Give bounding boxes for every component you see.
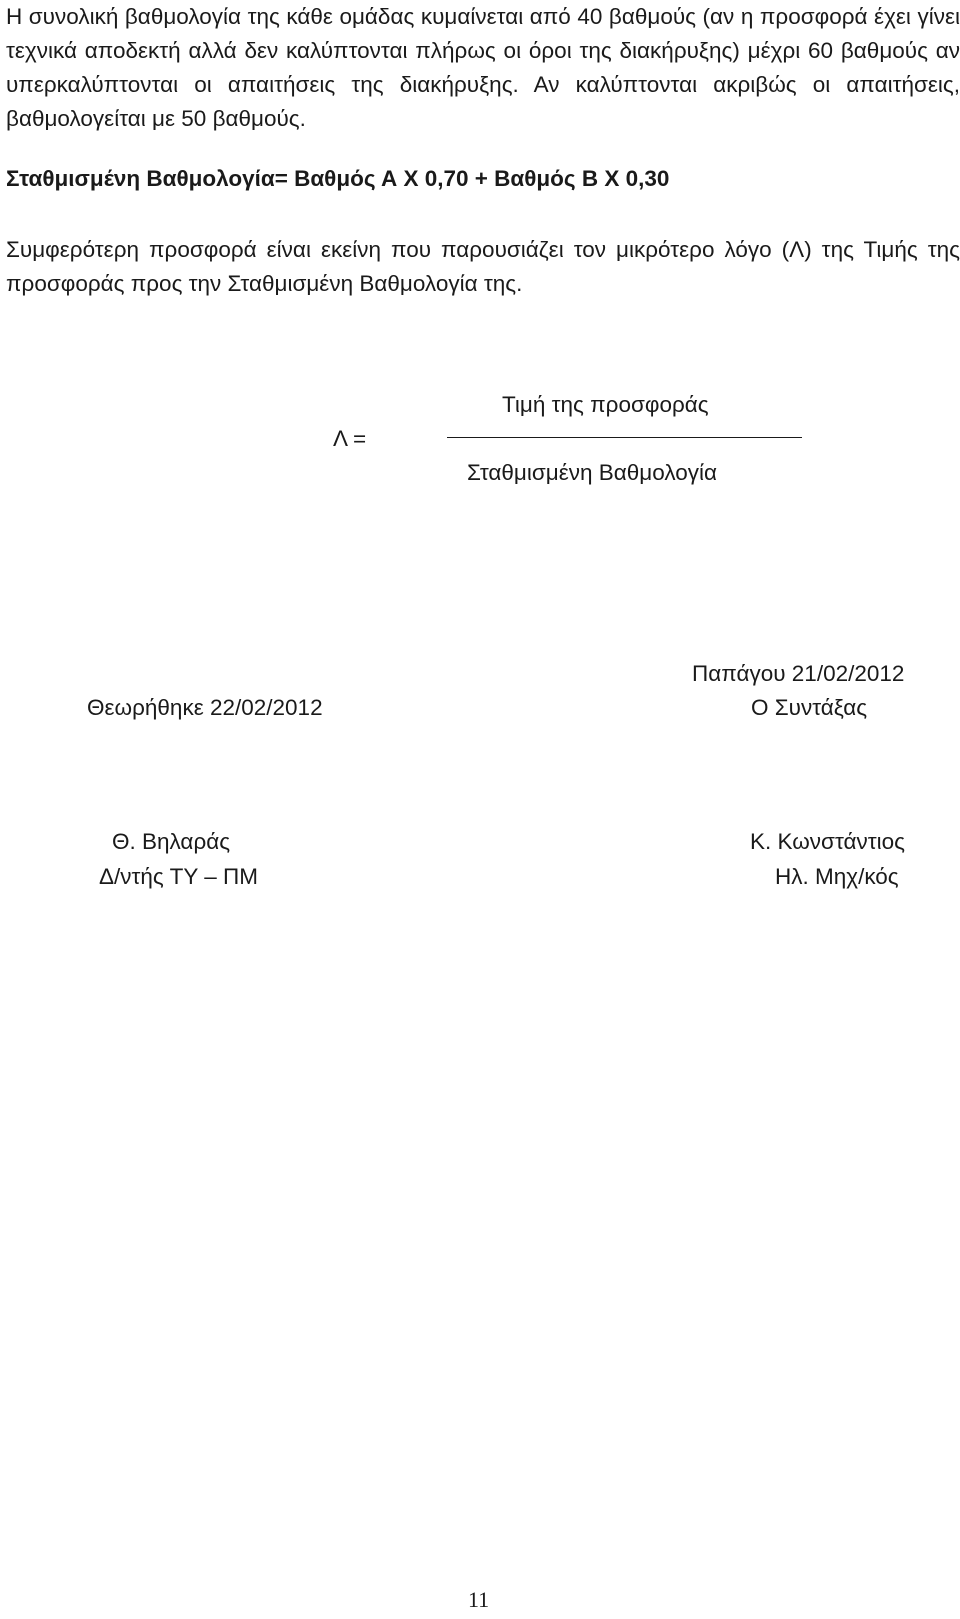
ratio-denominator: Σταθμισμένη Βαθμολογία — [467, 460, 718, 485]
right-signatory-title: Ηλ. Μηχ/κός — [775, 864, 899, 889]
ratio-label: Λ = — [333, 426, 367, 451]
intro-paragraph: Η συνολική βαθμολογία της κάθε ομάδας κυμαίνεται από 40 βαθμούς (αν η προσφορά έχει γίνει τεχνικά αποδεκτή αλλά δεν καλύπτονται πλήρως οι όροι της διακήρυξης) μέχρι 60 βαθμούς αν υπερκαλύπτονται οι απαιτήσεις της διακήρυξης. Αν καλύπτονται ακριβώς οι απαιτήσεις, βαθμολογείται με 50 βαθμούς. — [6, 4, 960, 131]
approved-date: Θεωρήθηκε 22/02/2012 — [87, 695, 323, 720]
left-signatory-name: Θ. Βηλαράς — [112, 829, 231, 854]
weighted-score-formula: Σταθμισμένη Βαθμολογία= Βαθμός Α Χ 0,70 + Βαθμός Β Χ 0,30 — [6, 166, 670, 191]
fraction-bar — [447, 437, 802, 438]
compiler-place-date: Παπάγου 21/02/2012 — [692, 661, 905, 686]
left-signatory-title: Δ/ντής ΤΥ – ΠΜ — [99, 864, 258, 889]
compiler-role: Ο Συντάξας — [751, 695, 868, 720]
best-offer-paragraph: Συμφερότερη προσφορά είναι εκείνη που παρουσιάζει τον μικρότερο λόγο (Λ) της Τιμής της προσφοράς προς την Σταθμισμένη Βαθμολογία της. — [6, 237, 960, 296]
page-number: 11 — [468, 1587, 490, 1612]
right-signatory-name: Κ. Κωνστάντιος — [750, 829, 906, 854]
ratio-numerator: Τιμή της προσφοράς — [502, 392, 709, 417]
